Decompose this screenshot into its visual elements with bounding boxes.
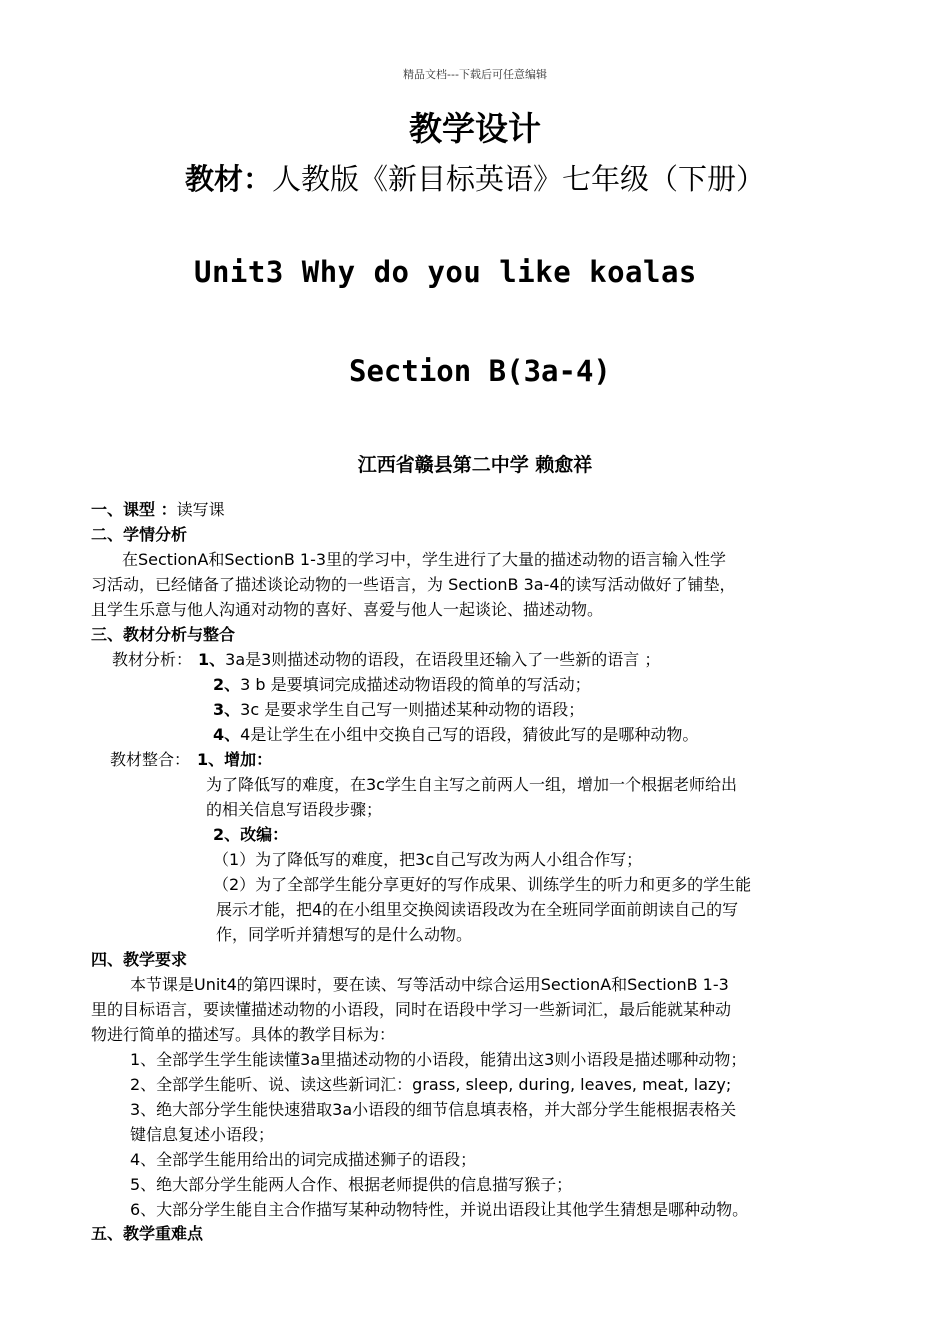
document-subtitle: [0, 157, 950, 198]
header-note: 精品文档---下载后可任意编辑: [403, 68, 547, 81]
integration-add-label: 1、增加：: [197, 750, 273, 769]
paragraph-line: 本节课是Unit4的第四课时，要在读、写等活动中综合运用SectionA和SectionB 1-3: [130, 975, 729, 994]
section-4-heading: 四、教学要求: [91, 950, 188, 969]
integration-line: （1）为了降低写的难度，把3c自己写改为两人小组合作写；: [213, 850, 643, 869]
analysis-label: 教材分析：: [112, 650, 193, 669]
integration-line: 的相关信息写语段步骤；: [206, 800, 383, 819]
unit-title: Unit3 Why do you like koalas: [194, 255, 697, 289]
goal-item: 3、绝大部分学生能快速猎取3a小语段的细节信息填表格，并大部分学生能根据表格关: [130, 1100, 737, 1119]
analysis-item: 2、3 b 是要填词完成描述动物语段的简单的写活动；: [213, 675, 591, 694]
paragraph-line: 在SectionA和SectionB 1-3里的学习中，学生进行了大量的描述动物的语言输入性学: [122, 550, 727, 569]
section-5-heading: 五、教学重难点: [91, 1224, 204, 1243]
paragraph-line: 物进行简单的描述写。具体的教学目标为：: [91, 1025, 396, 1044]
integration-line: 为了降低写的难度，在3c学生自主写之前两人一组，增加一个根据老师给出: [206, 775, 737, 794]
goal-item: 2、全部学生能听、说、读这些新词汇：grass, sleep, during, leaves, meat, lazy;: [130, 1075, 732, 1094]
section-2-heading: 二、学情分析: [91, 525, 188, 544]
integration-line: （2）为了全部学生能分享更好的写作成果、训练学生的听力和更多的学生能: [213, 875, 752, 894]
document-title: 教学设计: [409, 109, 541, 148]
analysis-item: 4、4是让学生在小组中交换自己写的语段，猜彼此写的是哪种动物。: [213, 725, 699, 744]
goal-item: 键信息复述小语段；: [130, 1125, 275, 1144]
paragraph-line: 且学生乐意与他人沟通对动物的喜好、喜爱与他人一起谈论、描述动物。: [91, 600, 604, 619]
section-1-line: [91, 498, 225, 522]
integration-line: 展示才能，把4的在小组里交换阅读语段改为在全班同学面前朗读自己的写: [216, 900, 739, 919]
section-3-heading: 三、教材分析与整合: [91, 625, 236, 644]
goal-item: 5、绝大部分学生能两人合作、根据老师提供的信息描写猴子；: [130, 1175, 573, 1194]
section-title: Section B(3a-4): [349, 354, 611, 388]
integration-label: 教材整合：: [110, 750, 191, 769]
section-1-heading: 一、课型 ：: [91, 500, 177, 519]
subtitle-label: 教材：: [184, 162, 272, 196]
analysis-item: 3、3c 是要求学生自己写一则描述某种动物的语段；: [213, 700, 585, 719]
goal-item: 1、全部学生学生能读懂3a里描述动物的小语段，能猜出这3则小语段是描述哪种动物；: [130, 1050, 747, 1069]
author-line: 江西省赣县第二中学 赖愈祥: [357, 454, 593, 476]
goal-item: 4、全部学生能用给出的词完成描述狮子的语段；: [130, 1150, 477, 1169]
integration-line: 作，同学听并猜想写的是什么动物。: [216, 925, 473, 944]
subtitle-text: 人教版《新目标英语》七年级（下册）: [272, 162, 766, 196]
paragraph-line: 习活动，已经储备了描述谈论动物的一些语言，为 SectionB 3a-4的读写活动做好了铺垫，: [91, 575, 736, 594]
integration-edit-label: 2、改编：: [213, 825, 289, 844]
paragraph-line: 里的目标语言，要读懂描述动物的小语段，同时在语段中学习一些新词汇，最后能就某种动: [91, 1000, 732, 1019]
analysis-item: 1、3a是3则描述动物的语段，在语段里还输入了一些新的语言 ；: [198, 650, 661, 669]
section-1-value: 读写课: [176, 500, 225, 519]
goal-item: 6、大部分学生能自主合作描写某种动物特性，并说出语段让其他学生猜想是哪种动物。: [130, 1200, 749, 1219]
